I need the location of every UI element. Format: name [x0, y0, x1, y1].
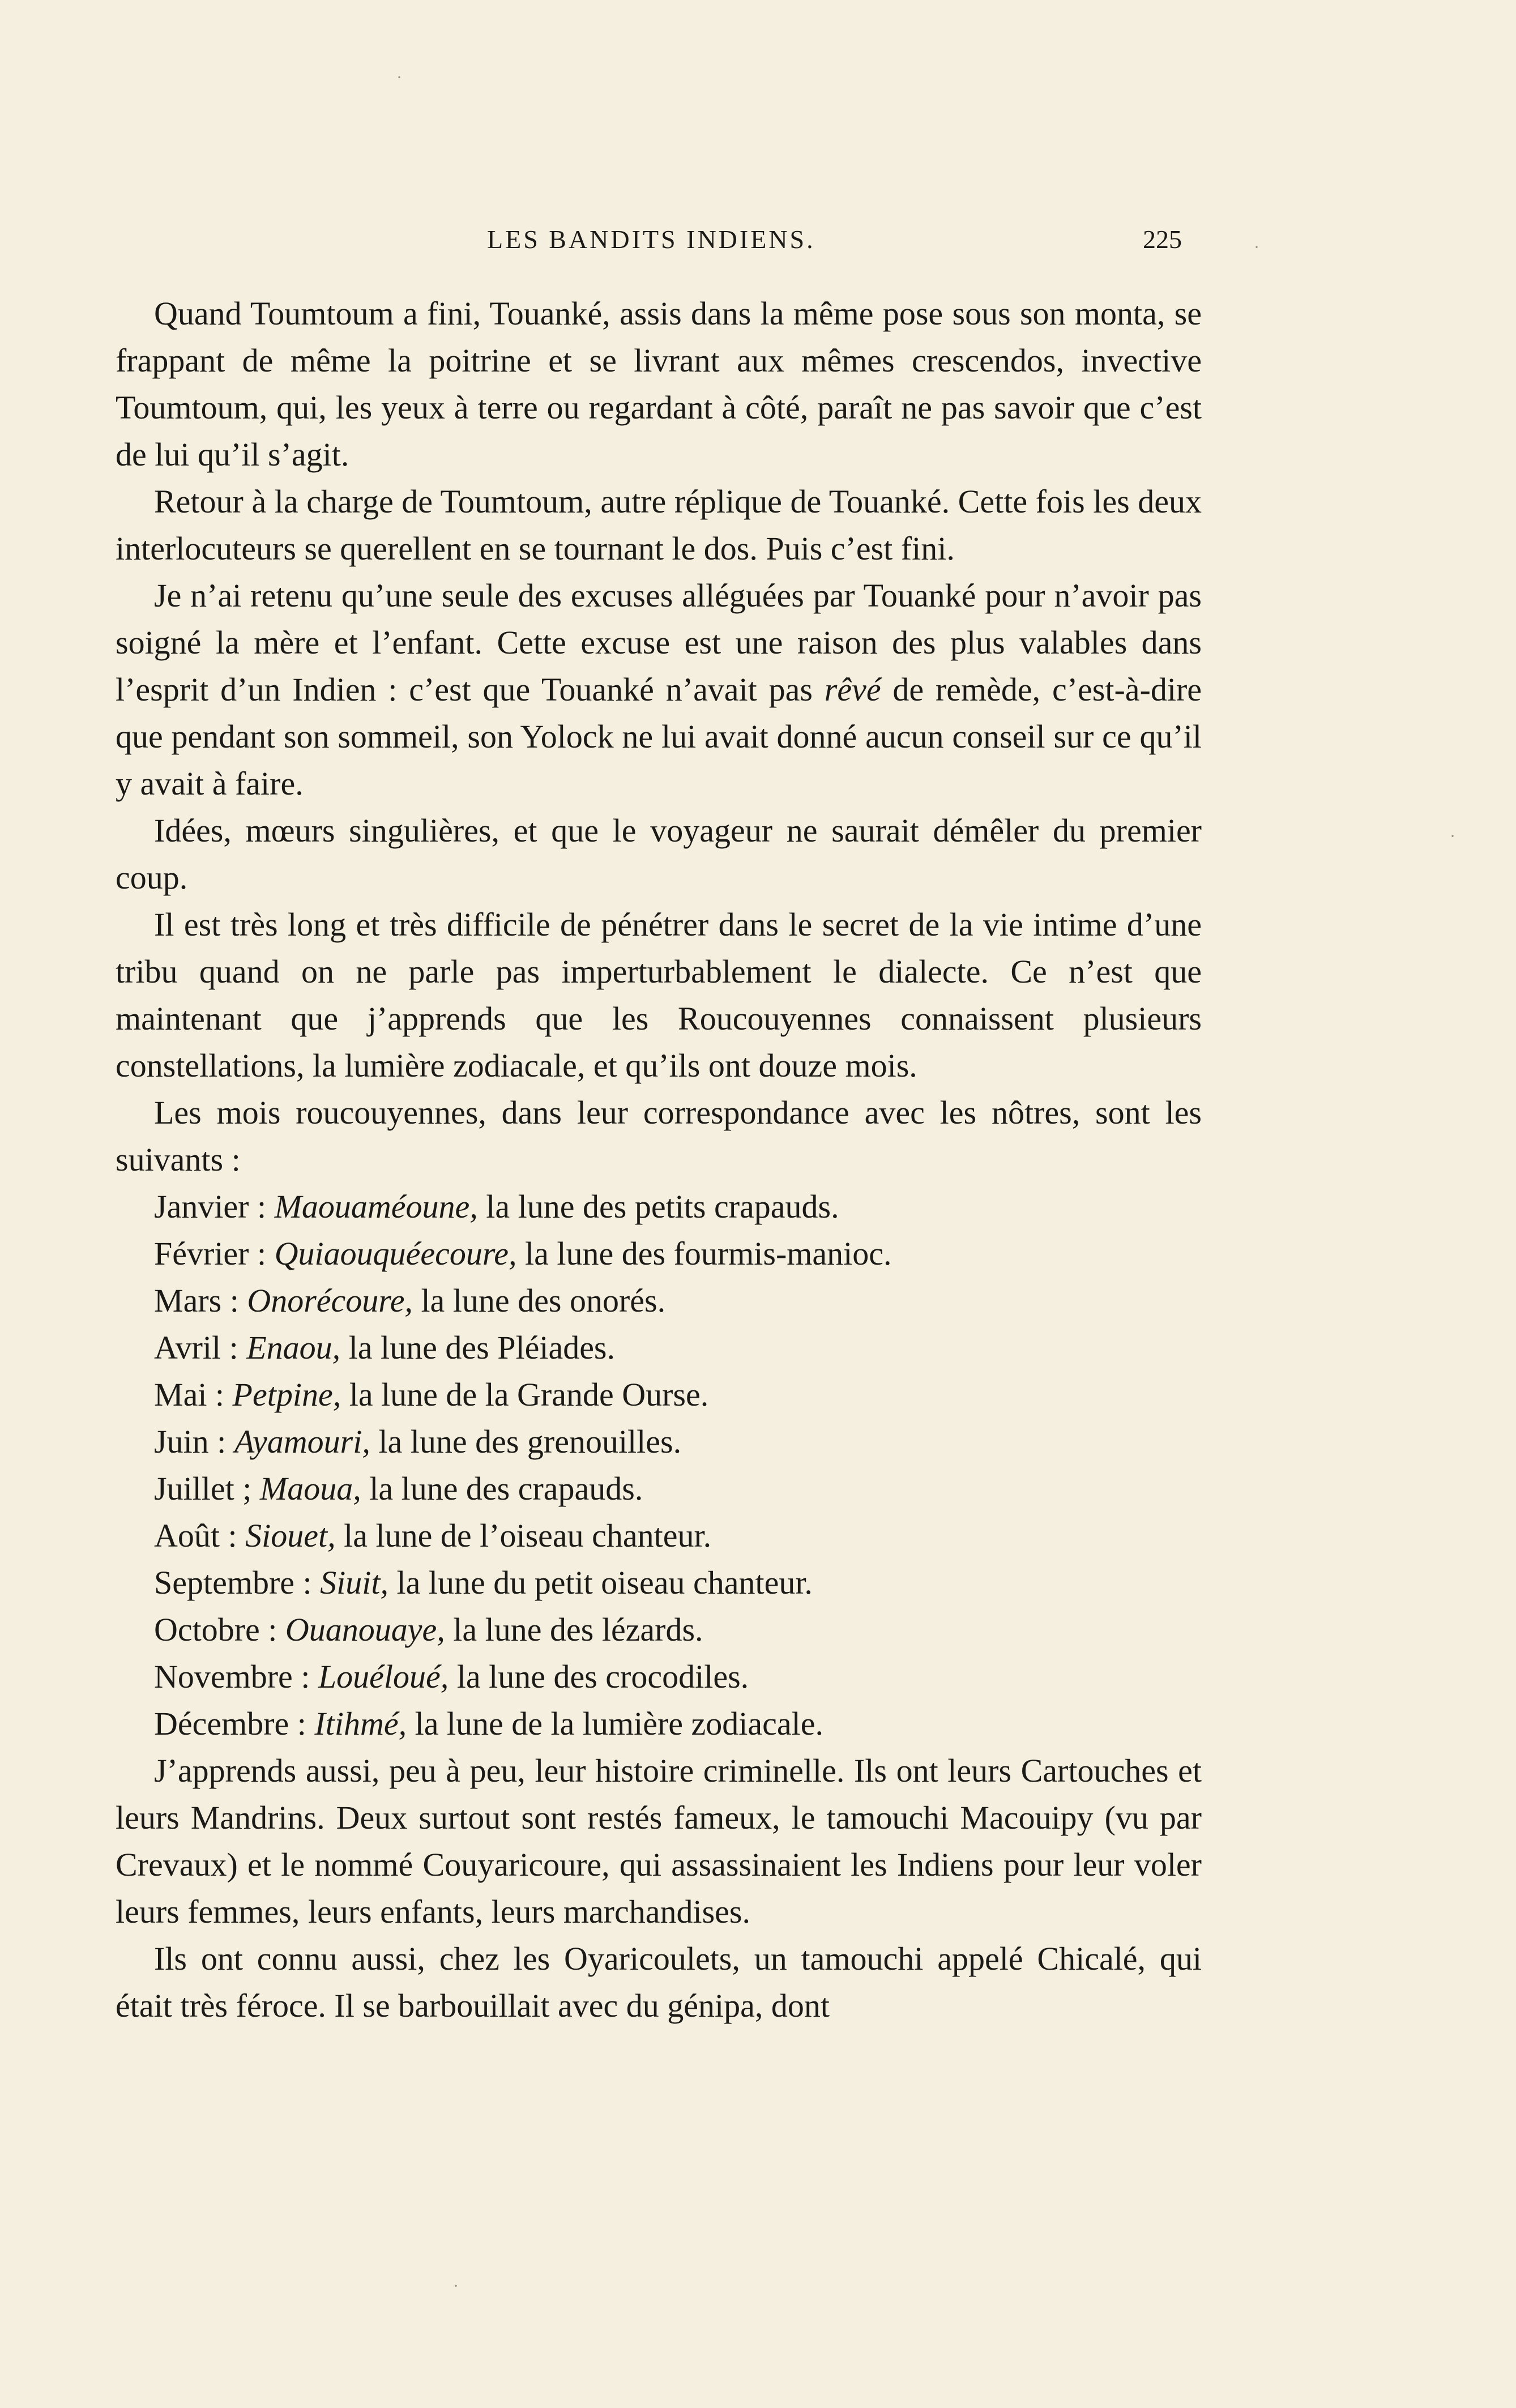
- month-meaning: la lune des petits crapauds.: [477, 1188, 839, 1225]
- month-entry: [116, 1418, 1202, 1465]
- month-label: Octobre :: [154, 1611, 285, 1648]
- month-meaning: la lune des Pléiades.: [340, 1329, 616, 1366]
- month-name: Quiaouquéecoure,: [274, 1235, 517, 1272]
- page-number: 225: [1143, 225, 1182, 254]
- month-entry: [116, 1512, 1202, 1559]
- month-meaning: la lune des onorés.: [412, 1282, 666, 1319]
- month-entry: [116, 1371, 1202, 1418]
- months-list: [116, 1183, 1202, 1747]
- month-meaning: la lune de la lumière zodiacale.: [407, 1705, 823, 1742]
- month-meaning: la lune du petit oiseau chanteur.: [388, 1564, 813, 1601]
- month-name: Louéloué,: [318, 1658, 449, 1695]
- month-label: Septembre :: [154, 1564, 321, 1601]
- month-meaning: la lune des crapauds.: [361, 1470, 643, 1507]
- month-label: Avril :: [154, 1329, 247, 1366]
- month-name: Siuit,: [320, 1564, 388, 1601]
- paragraph-text: Je n’ai retenu qu’une seule des excuses alléguées par Touanké pour n’avoir pas soigné la mère et l’enfant. Cette excuse est une raison des plus valables dans l’esprit d’un Indien : c’est que Touanké n’avait pas: [116, 577, 1202, 708]
- month-meaning: la lune des grenouilles.: [370, 1423, 682, 1460]
- month-name: Itihmé,: [314, 1705, 407, 1742]
- month-name: Ouanouaye,: [285, 1611, 445, 1648]
- month-entry: [116, 1465, 1202, 1512]
- paper-speck: ·: [1450, 827, 1455, 846]
- paper-speck: ·: [396, 68, 402, 87]
- month-label: Janvier :: [154, 1188, 275, 1225]
- month-name: Onorécoure,: [247, 1282, 413, 1319]
- paragraph: [116, 572, 1202, 807]
- month-entry: [116, 1606, 1202, 1653]
- paragraph: Idées, mœurs singulières, et que le voyageur ne saurait démêler du premier coup.: [116, 812, 1202, 896]
- running-header: LES BANDITS INDIENS.: [487, 225, 815, 254]
- month-label: Décembre :: [154, 1705, 315, 1742]
- month-name: Petpine,: [232, 1376, 341, 1413]
- italic-word: rêvé: [824, 671, 881, 708]
- month-name: Maouaméoune,: [274, 1188, 478, 1225]
- paragraph: J’apprends aussi, peu à peu, leur histoire criminelle. Ils ont leurs Cartouches et leurs Mandrins. Deux surtout sont restés fameux, le tamouchi Macouipy (vu par Crevaux) et le nommé Couyaricoure, qui assassinaient les Indiens pour leur voler leurs femmes, leurs enfants, leurs marchandises.: [116, 1752, 1202, 1930]
- paragraph: Retour à la charge de Toumtoum, autre réplique de Touanké. Cette fois les deux interlocuteurs se querellent en se tournant le dos. Puis c’est fini.: [116, 483, 1202, 567]
- month-label: Février :: [154, 1235, 275, 1272]
- month-name: Enaou,: [246, 1329, 341, 1366]
- month-meaning: la lune des crocodiles.: [449, 1658, 749, 1695]
- paragraph-text: de remède, c’est-à-dire que pendant son sommeil, son Yolock ne lui avait donné aucun conseil sur ce qu’il y avait à faire.: [116, 671, 1202, 802]
- month-entry: [116, 1559, 1202, 1606]
- paragraph: Quand Toumtoum a fini, Touanké, assis dans la même pose sous son monta, se frappant de même la poitrine et se livrant aux mêmes crescendos, invective Toumtoum, qui, les yeux à terre ou regardant à côté, paraît ne pas savoir que c’est de lui qu’il s’agit.: [116, 295, 1202, 473]
- month-name: Maoua,: [259, 1470, 361, 1507]
- month-entry: [116, 1277, 1202, 1324]
- paragraph: Ils ont connu aussi, chez les Oyaricoulets, un tamouchi appelé Chicalé, qui était très féroce. Il se barbouillait avec du génipa, dont: [116, 1940, 1202, 2024]
- paper-speck: ·: [453, 2277, 459, 2295]
- month-entry: [116, 1653, 1202, 1700]
- month-meaning: la lune de l’oiseau chanteur.: [335, 1517, 712, 1554]
- month-entry: [116, 1230, 1202, 1277]
- paragraph: Les mois roucouyennes, dans leur correspondance avec les nôtres, sont les suivants :: [116, 1094, 1202, 1178]
- month-label: Mai :: [154, 1376, 233, 1413]
- month-name: Ayamouri,: [234, 1423, 370, 1460]
- page-body: [116, 290, 1202, 2029]
- month-label: Août :: [154, 1517, 246, 1554]
- paragraph: Il est très long et très difficile de pénétrer dans le secret de la vie intime d’une tribu quand on ne parle pas imperturbablement le dialecte. Ce n’est que maintenant que j’apprends que les Roucouyennes connaissent plusieurs constellations, la lumière zodiacale, et qu’ils ont douze mois.: [116, 906, 1202, 1084]
- month-name: Siouet,: [245, 1517, 336, 1554]
- month-meaning: la lune des lézards.: [445, 1611, 703, 1648]
- month-meaning: la lune de la Grande Ourse.: [341, 1376, 709, 1413]
- month-label: Novembre :: [154, 1658, 318, 1695]
- month-entry: [116, 1183, 1202, 1230]
- month-label: Juillet ;: [154, 1470, 260, 1507]
- month-entry: [116, 1700, 1202, 1747]
- month-meaning: la lune des fourmis-manioc.: [516, 1235, 892, 1272]
- month-label: Mars :: [154, 1282, 247, 1319]
- month-entry: [116, 1324, 1202, 1371]
- paper-speck: ·: [1254, 238, 1259, 257]
- month-label: Juin :: [154, 1423, 234, 1460]
